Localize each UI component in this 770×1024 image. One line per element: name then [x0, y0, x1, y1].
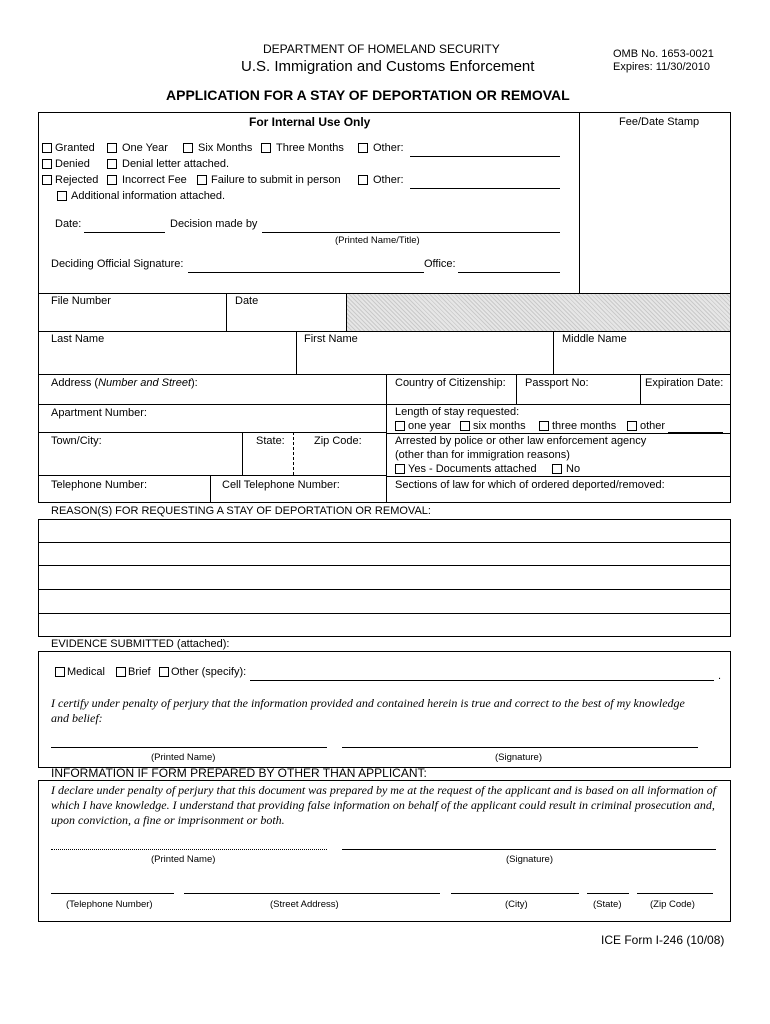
- arrested-no-label: No: [566, 463, 581, 475]
- expiration-date: Expires: 11/30/2010: [613, 61, 711, 73]
- applicant-signature-caption: (Signature): [495, 752, 542, 763]
- other-specify-checkbox[interactable]: [159, 667, 169, 677]
- preparer-city-field[interactable]: [451, 893, 579, 894]
- arrested-no-checkbox[interactable]: [552, 464, 562, 474]
- preparer-state-caption: (State): [593, 899, 622, 910]
- form-title: APPLICATION FOR A STAY OF DEPORTATION OR REMOVAL: [166, 87, 570, 103]
- arrested-label-line2: (other than for immigration reasons): [395, 449, 570, 461]
- other1-label: Other:: [373, 142, 404, 154]
- denied-checkbox[interactable]: [42, 159, 52, 169]
- internal-use-heading: For Internal Use Only: [249, 115, 371, 129]
- form-id: ICE Form I-246 (10/08): [601, 933, 725, 947]
- preparer-street-caption: (Street Address): [270, 899, 339, 910]
- file-number-label[interactable]: File Number: [51, 295, 111, 307]
- preparer-state-field[interactable]: [587, 893, 629, 894]
- preparer-printed-name-field[interactable]: [51, 849, 327, 850]
- apartment-number-label[interactable]: Apartment Number:: [51, 407, 147, 419]
- preparer-signature-caption: (Signature): [506, 854, 553, 865]
- preparer-telephone-caption: (Telephone Number): [66, 899, 153, 910]
- one-year-checkbox[interactable]: [107, 143, 117, 153]
- stay-six-months-label: six months: [473, 420, 526, 432]
- reasons-line[interactable]: [38, 542, 731, 543]
- additional-info-checkbox[interactable]: [57, 191, 67, 201]
- denial-letter-checkbox[interactable]: [107, 159, 117, 169]
- shaded-area: [347, 294, 730, 331]
- rejected-checkbox[interactable]: [42, 175, 52, 185]
- fee-date-stamp-label: Fee/Date Stamp: [619, 116, 700, 128]
- granted-checkbox[interactable]: [42, 143, 52, 153]
- country-of-citizenship-label[interactable]: Country of Citizenship:: [395, 377, 506, 389]
- date-label: Date:: [55, 218, 82, 230]
- failure-submit-label: Failure to submit in person: [211, 174, 341, 186]
- one-year-label: One Year: [122, 142, 168, 154]
- three-months-checkbox[interactable]: [261, 143, 271, 153]
- other2-checkbox[interactable]: [358, 175, 368, 185]
- six-months-label: Six Months: [198, 142, 253, 154]
- incorrect-fee-checkbox[interactable]: [107, 175, 117, 185]
- reasons-box[interactable]: [38, 519, 731, 637]
- applicant-printed-name-caption: (Printed Name): [151, 752, 216, 763]
- other1-field[interactable]: [410, 156, 560, 157]
- town-city-label[interactable]: Town/City:: [51, 435, 102, 447]
- middle-name-label[interactable]: Middle Name: [562, 333, 627, 345]
- expiration-date-label[interactable]: Expiration Date:: [645, 377, 724, 389]
- stay-one-year-label: one year: [408, 420, 451, 432]
- telephone-number-label[interactable]: Telephone Number:: [51, 479, 148, 491]
- agency-name: U.S. Immigration and Customs Enforcement: [241, 58, 535, 75]
- arrested-yes-checkbox[interactable]: [395, 464, 405, 474]
- evidence-heading: EVIDENCE SUBMITTED (attached):: [51, 638, 230, 650]
- other-specify-field[interactable]: [250, 680, 714, 681]
- applicant-printed-name-field[interactable]: [51, 747, 327, 748]
- three-months-label: Three Months: [276, 142, 344, 154]
- brief-checkbox[interactable]: [116, 667, 126, 677]
- denial-letter-label: Denial letter attached.: [122, 158, 230, 170]
- other-specify-label: Other (specify):: [171, 666, 247, 678]
- sections-of-law-label[interactable]: Sections of law for which of ordered deported/removed:: [395, 479, 665, 491]
- stay-three-months-checkbox[interactable]: [539, 421, 549, 431]
- department-name: DEPARTMENT OF HOMELAND SECURITY: [263, 42, 500, 56]
- cell-telephone-label[interactable]: Cell Telephone Number:: [222, 479, 340, 491]
- certification-statement: I certify under penalty of perjury that the information provided and contained herein is true and correct to the best of my knowledge and belief:: [51, 696, 685, 725]
- office-label: Office:: [424, 258, 456, 270]
- office-field[interactable]: [458, 272, 560, 273]
- stay-other-label: other: [640, 420, 666, 432]
- reasons-line[interactable]: [38, 613, 731, 614]
- brief-label: Brief: [128, 666, 151, 678]
- failure-submit-checkbox[interactable]: [197, 175, 207, 185]
- preparer-street-field[interactable]: [184, 893, 440, 894]
- omb-number: OMB No. 1653-0021: [613, 48, 714, 60]
- decision-made-by-field[interactable]: [262, 232, 560, 233]
- date-header-label[interactable]: Date: [235, 295, 259, 307]
- preparer-zip-field[interactable]: [637, 893, 713, 894]
- medical-label: Medical: [67, 666, 105, 678]
- reasons-line[interactable]: [38, 565, 731, 566]
- stay-other-field[interactable]: [668, 432, 723, 433]
- stay-six-months-checkbox[interactable]: [460, 421, 470, 431]
- preparer-signature-field[interactable]: [342, 849, 716, 850]
- preparer-heading: INFORMATION IF FORM PREPARED BY OTHER THAN APPLICANT:: [51, 766, 427, 780]
- medical-checkbox[interactable]: [55, 667, 65, 677]
- preparer-zip-caption: (Zip Code): [650, 899, 695, 910]
- stay-other-checkbox[interactable]: [627, 421, 637, 431]
- rejected-label: Rejected: [55, 174, 99, 186]
- incorrect-fee-label: Incorrect Fee: [122, 174, 187, 186]
- length-of-stay-label: Length of stay requested:: [395, 406, 520, 418]
- preparer-declaration: I declare under penalty of perjury that this document was prepared by me at the request of the applicant and is based on all information of which I have knowledge. I understand that providing false information on behalf of the applicant could result in criminal prosecution and, upon conviction, a fine or imprisonment or both.: [51, 783, 717, 827]
- deciding-official-signature-label: Deciding Official Signature:: [51, 258, 184, 270]
- stay-one-year-checkbox[interactable]: [395, 421, 405, 431]
- preparer-telephone-field[interactable]: [51, 893, 174, 894]
- zip-code-label[interactable]: Zip Code:: [314, 435, 362, 447]
- other2-field[interactable]: [410, 188, 560, 189]
- evidence-period: .: [718, 670, 722, 682]
- stay-three-months-label: three months: [552, 420, 617, 432]
- passport-number-label[interactable]: Passport No:: [525, 377, 589, 389]
- preparer-printed-name-caption: (Printed Name): [151, 854, 216, 865]
- state-label[interactable]: State:: [256, 435, 285, 447]
- address-label[interactable]: Address (Number and Street):: [51, 377, 198, 389]
- decision-made-by-label: Decision made by: [170, 218, 258, 230]
- other1-checkbox[interactable]: [358, 143, 368, 153]
- reasons-heading: REASON(S) FOR REQUESTING A STAY OF DEPORTATION OR REMOVAL:: [51, 505, 431, 517]
- first-name-label[interactable]: First Name: [304, 333, 358, 345]
- arrested-yes-label: Yes - Documents attached: [408, 463, 537, 475]
- arrested-label-line1: Arrested by police or other law enforcement agency: [395, 435, 647, 447]
- additional-info-label: Additional information attached.: [71, 190, 226, 202]
- preparer-city-caption: (City): [505, 899, 528, 910]
- last-name-label[interactable]: Last Name: [51, 333, 105, 345]
- denied-label: Denied: [55, 158, 90, 170]
- applicant-signature-field[interactable]: [342, 747, 698, 748]
- date-field[interactable]: [84, 232, 165, 233]
- reasons-line[interactable]: [38, 589, 731, 590]
- granted-label: Granted: [55, 142, 95, 154]
- printed-name-title-caption: (Printed Name/Title): [335, 235, 420, 246]
- six-months-checkbox[interactable]: [183, 143, 193, 153]
- deciding-official-signature-field[interactable]: [188, 272, 424, 273]
- other2-label: Other:: [373, 174, 404, 186]
